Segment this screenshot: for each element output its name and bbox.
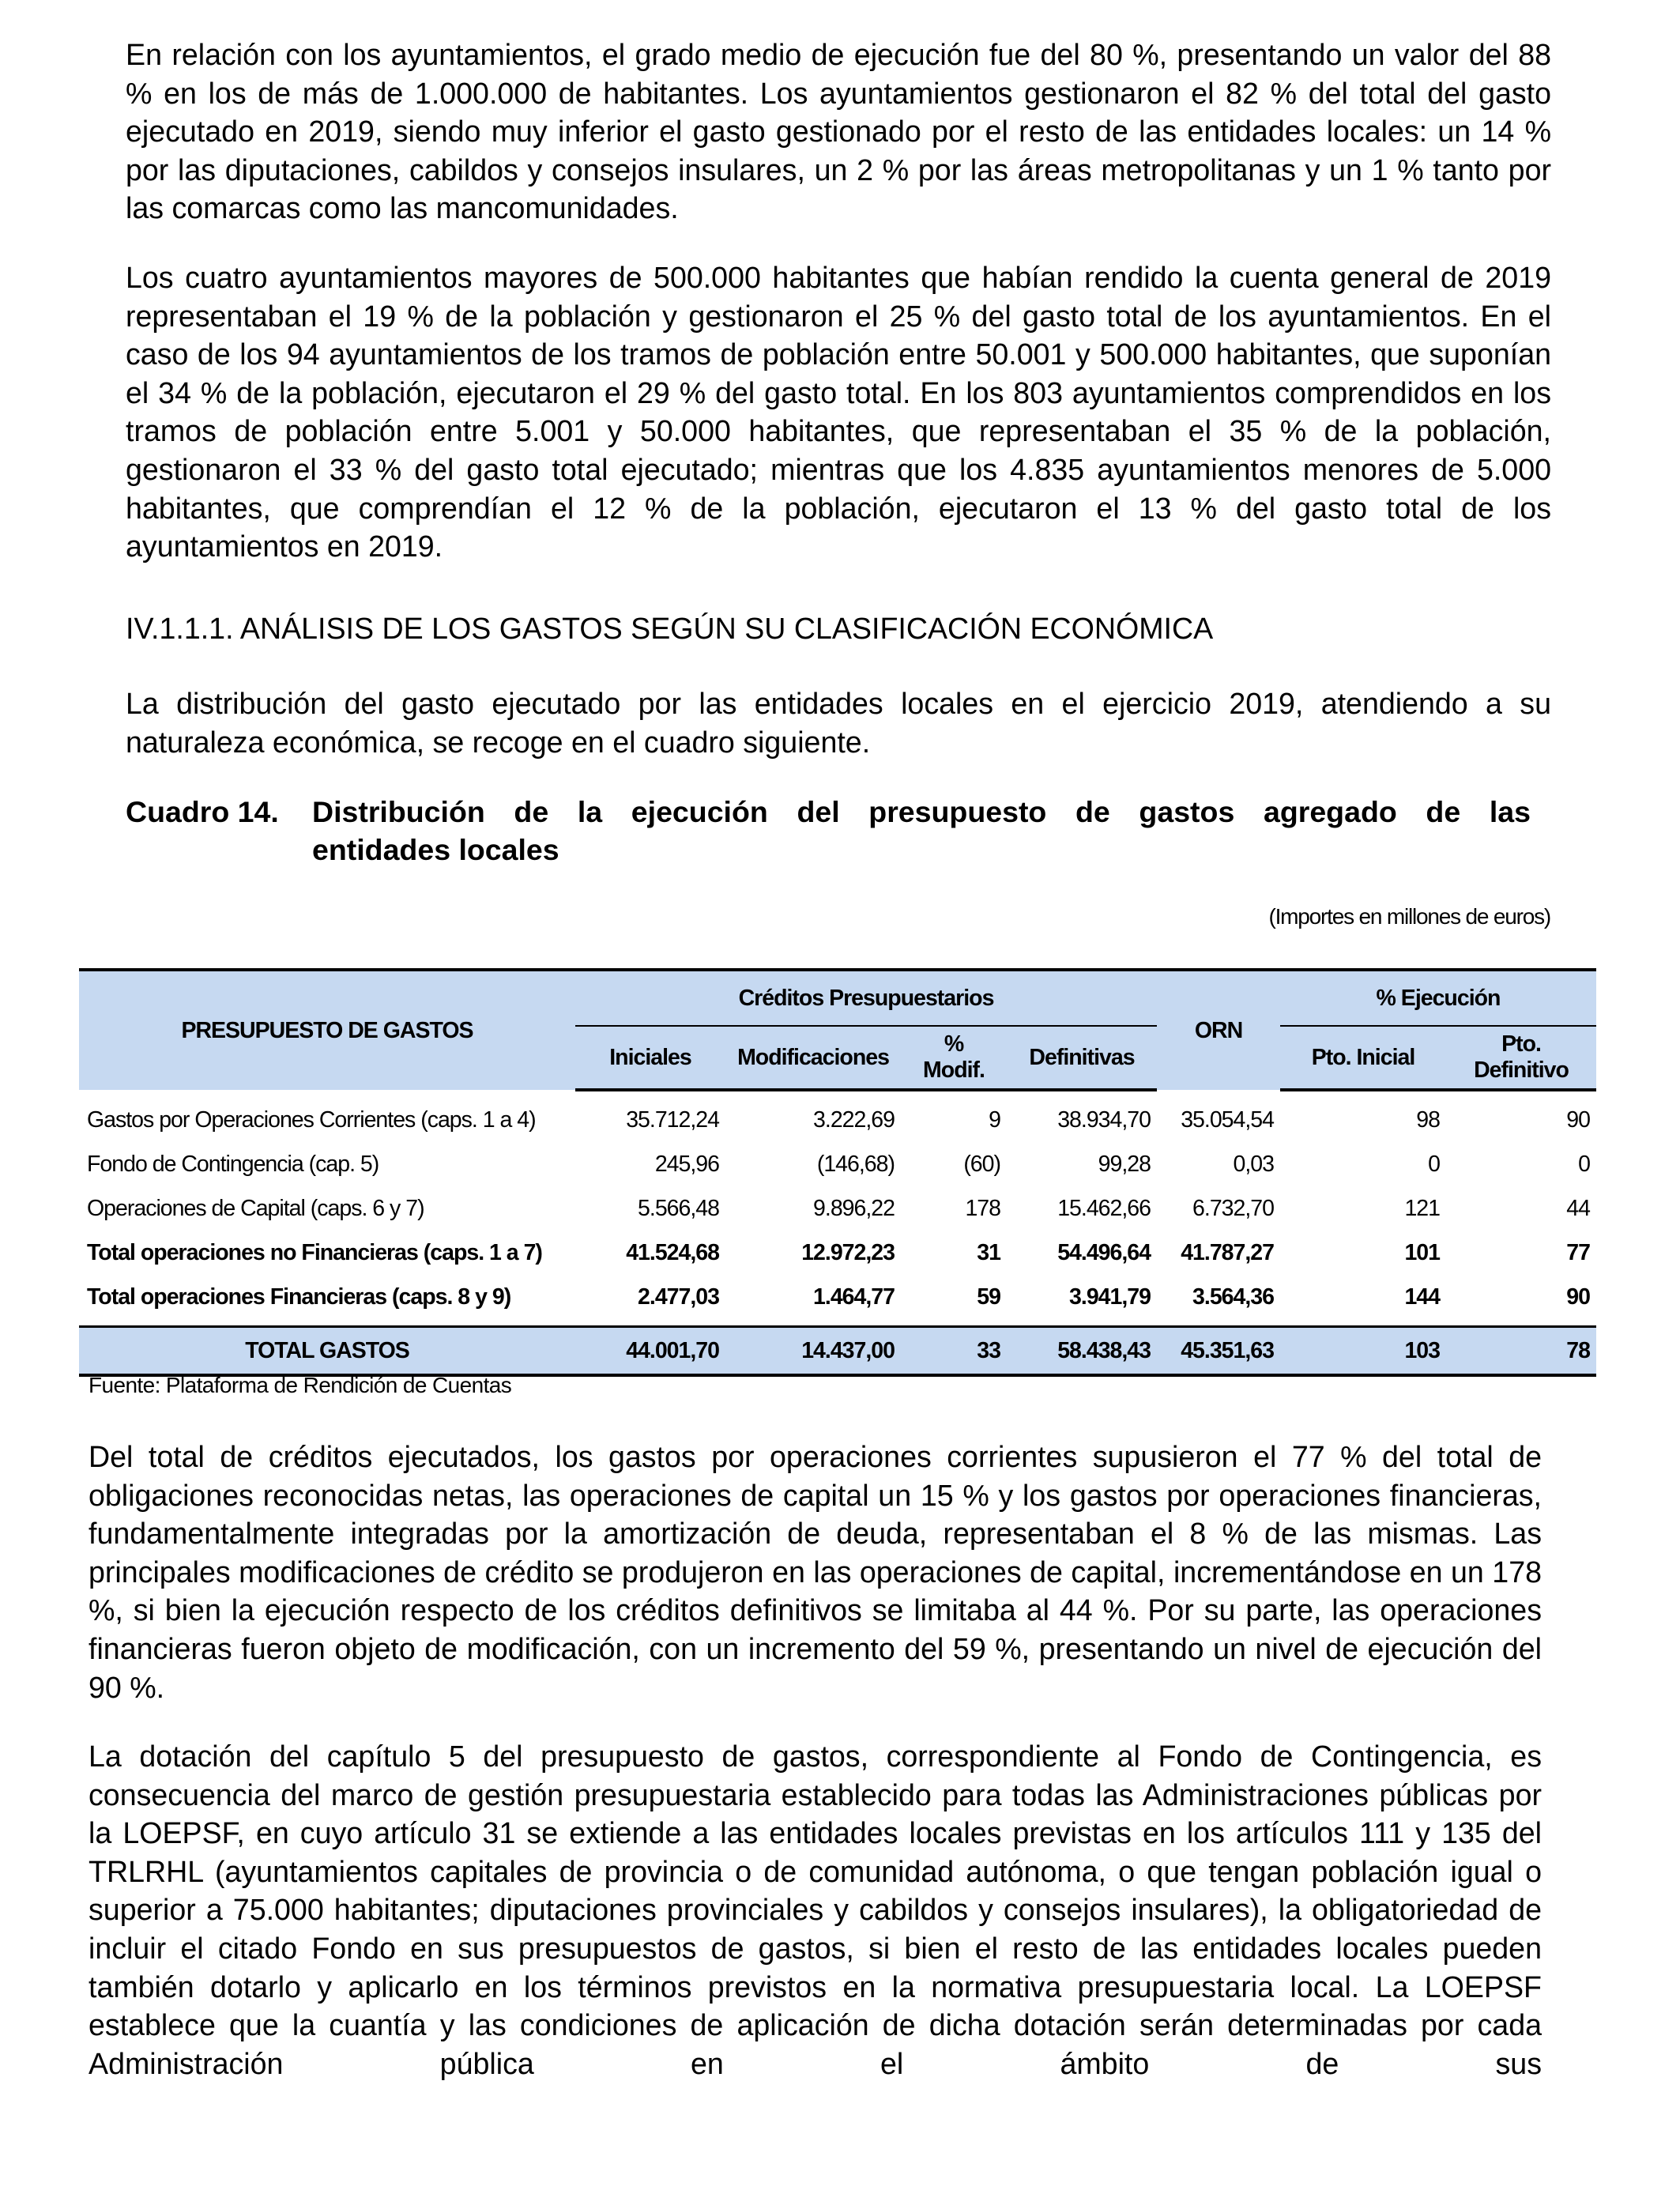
cell-orn: 3.564,36	[1192, 1284, 1274, 1310]
cell-definitivas: 38.934,70	[1057, 1106, 1151, 1133]
table-row	[79, 1231, 1596, 1275]
cell-pct-modif: 178	[965, 1195, 1000, 1221]
cell-orn: 41.787,27	[1181, 1239, 1274, 1265]
cell-pto-definitivo: 78	[1446, 1327, 1596, 1376]
cell-modificaciones: 1.464,77	[813, 1284, 895, 1310]
cell-pct-modif: 9	[989, 1106, 1000, 1133]
cell-pto-definitivo: 90	[1566, 1106, 1590, 1133]
header-definitivas: Definitivas	[1007, 1026, 1157, 1090]
row-label: Fondo de Contingencia (cap. 5)	[87, 1151, 379, 1177]
cell-orn: 0,03	[1233, 1151, 1274, 1177]
cell-pto-inicial: 121	[1404, 1195, 1440, 1221]
cell-pct-modif: (60)	[963, 1151, 1000, 1177]
table-caption	[126, 793, 1531, 869]
header-pct-ejecucion: % Ejecución	[1280, 970, 1596, 1026]
table-row	[79, 1142, 1596, 1186]
cell-iniciales: 5.566,48	[638, 1195, 719, 1221]
cell-modificaciones: 12.972,23	[801, 1239, 895, 1265]
caption-line-1: Distribución de la ejecución del presupuesto de gastos agregado de las	[312, 795, 1531, 828]
cell-pto-definitivo: 90	[1566, 1284, 1590, 1310]
cell-definitivas: 15.462,66	[1057, 1195, 1151, 1221]
paragraph-fondo-contingencia: La dotación del capítulo 5 del presupuesto de gastos, correspondiente al Fondo de Contingencia, es consecuencia del marco de gestión presupuestaria establecido para todas las Administraciones públicas por la LOEPSF, en cuyo artículo 31 se extiende a las entidades locales previstas en los artículos 111 y 135 del TRLRHL (ayuntamientos capitales de provincia o de comunidad autónoma, o que tengan población igual o superior a 75.000 habitantes; diputaciones provinciales y cabildos y consejos insulares), la obligatoriedad de incluir el citado Fondo en sus presupuestos de gastos, si bien el resto de las entidades locales pueden también dotarlo y aplicarlo en los términos previstos en la normativa presupuestaria local. La LOEPSF establece que la cuantía y las condiciones de aplicación de dicha dotación serán determinadas por cada Administración pública en el ámbito de sus	[89, 1740, 1542, 2080]
cell-modificaciones: 9.896,22	[813, 1195, 895, 1221]
header-modificaciones: Modificaciones	[725, 1026, 901, 1090]
cell-modificaciones: 3.222,69	[813, 1106, 895, 1133]
header-pto-definitivo	[1446, 1026, 1596, 1090]
paragraph-ayuntamientos-grado-ejecucion: En relación con los ayuntamientos, el grado medio de ejecución fue del 80 %, presentando un valor del 88 % en los de más de 1.000.000 de habitantes. Los ayuntamientos gestionaron el 82 % del total del gasto ejecutado en 2019, siendo muy inferior el gasto gestionado por el resto de las entidades locales: un 14 % por las diputaciones, cabildos y consejos insulares, un 2 % por las áreas metropolitanas y un 1 % tanto por las comarcas como las mancomunidades.	[126, 38, 1551, 225]
row-label: Total operaciones Financieras (caps. 8 y 9)	[87, 1284, 511, 1310]
paragraph-creditos-ejecutados: Del total de créditos ejecutados, los gastos por operaciones corrientes supusieron el 77 % del total de obligaciones reconocidas netas, las operaciones de capital un 15 % y los gastos por operaciones financieras, fundamentalmente integradas por la amortización de deuda, representaban el 8 % de las mismas. Las principales modificaciones de crédito se produjeron en las operaciones de capital, incrementándose en un 178 %, si bien la ejecución respecto de los créditos definitivos se limitaba al 44 %. Por su parte, las operaciones financieras fueron objeto de modificación, con un incremento del 59 %, presentando un nivel de ejecución del 90 %.	[89, 1440, 1542, 1704]
cell-pto-inicial: 101	[1404, 1239, 1440, 1265]
cell-pto-definitivo: 0	[1578, 1151, 1590, 1177]
header-pct-modif-line1: %	[944, 1031, 964, 1057]
table-source: Fuente: Plataforma de Rendición de Cuentas	[89, 1373, 512, 1397]
caption-line-2: entidades locales	[312, 833, 559, 866]
header-pto-def-line2: Definitivo	[1474, 1057, 1569, 1083]
table-row	[79, 1275, 1596, 1319]
cell-iniciales: 35.712,24	[626, 1106, 719, 1133]
table-row	[79, 1186, 1596, 1231]
cell-definitivas: 58.438,43	[1007, 1327, 1157, 1376]
section-heading: IV.1.1.1. ANÁLISIS DE LOS GASTOS SEGÚN SU CLASIFICACIÓN ECONÓMICA	[126, 612, 1214, 645]
units-note: (Importes en millones de euros)	[1268, 904, 1550, 929]
caption-label: Cuadro 14.	[126, 795, 279, 828]
cell-modificaciones: 14.437,00	[725, 1327, 901, 1376]
row-label: Total operaciones no Financieras (caps. 1 a 7)	[87, 1239, 542, 1265]
budget-table	[79, 968, 1596, 1377]
cell-pto-inicial: 0	[1428, 1151, 1440, 1177]
header-pct-modif-line2: Modif.	[923, 1057, 985, 1083]
row-label: Operaciones de Capital (caps. 6 y 7)	[87, 1195, 424, 1221]
cell-iniciales: 245,96	[654, 1151, 719, 1177]
table-row	[79, 1098, 1596, 1142]
caption-text	[312, 793, 1531, 869]
cell-definitivas: 99,28	[1098, 1151, 1151, 1177]
header-pto-def-line1: Pto.	[1501, 1031, 1541, 1057]
cell-pto-definitivo: 44	[1566, 1195, 1590, 1221]
cell-modificaciones: (146,68)	[816, 1151, 895, 1177]
header-pto-inicial: Pto. Inicial	[1280, 1026, 1446, 1090]
table-row-total	[79, 1327, 1596, 1376]
header-orn: ORN	[1157, 970, 1280, 1090]
cell-definitivas: 54.496,64	[1057, 1239, 1151, 1265]
cell-pct-modif: 33	[901, 1327, 1007, 1376]
cell-pto-inicial: 103	[1280, 1327, 1446, 1376]
row-label-total: TOTAL GASTOS	[79, 1327, 575, 1376]
cell-pto-inicial: 144	[1404, 1284, 1440, 1310]
cell-iniciales: 2.477,03	[638, 1284, 719, 1310]
header-creditos-presupuestarios: Créditos Presupuestarios	[575, 970, 1157, 1026]
paragraph-intro-cuadro: La distribución del gasto ejecutado por las entidades locales en el ejercicio 2019, atendiendo a su naturaleza económica, se recoge en el cuadro siguiente.	[126, 687, 1551, 759]
cell-definitivas: 3.941,79	[1069, 1284, 1151, 1310]
header-presupuesto-de-gastos: PRESUPUESTO DE GASTOS	[79, 970, 575, 1090]
header-pct-modif	[901, 1026, 1007, 1090]
cell-pto-definitivo: 77	[1566, 1239, 1590, 1265]
row-label: Gastos por Operaciones Corrientes (caps. 1 a 4)	[87, 1106, 536, 1133]
paragraph-ayuntamientos-tramos-poblacion: Los cuatro ayuntamientos mayores de 500.000 habitantes que habían rendido la cuenta general de 2019 representaban el 19 % de la población y gestionaron el 25 % del gasto total de los ayuntamientos. En el caso de los 94 ayuntamientos de los tramos de población entre 50.001 y 500.000 habitantes, que suponían el 34 % de la población, ejecutaron el 29 % del gasto total. En los 803 ayuntamientos comprendidos en los tramos de población entre 5.001 y 50.000 habitantes, que representaban el 35 % de la población, gestionaron el 33 % del gasto total ejecutado; mientras que los 4.835 ayuntamientos menores de 5.000 habitantes, que comprendían el 12 % de la población, ejecutaron el 13 % del gasto total de los ayuntamientos en 2019.	[126, 261, 1551, 564]
cell-iniciales: 41.524,68	[626, 1239, 719, 1265]
cell-iniciales: 44.001,70	[575, 1327, 725, 1376]
cell-pct-modif: 31	[977, 1239, 1000, 1265]
cell-orn: 35.054,54	[1181, 1106, 1274, 1133]
cell-orn: 45.351,63	[1157, 1327, 1280, 1376]
cell-pct-modif: 59	[977, 1284, 1000, 1310]
cell-pto-inicial: 98	[1416, 1106, 1440, 1133]
header-iniciales: Iniciales	[575, 1026, 725, 1090]
cell-orn: 6.732,70	[1192, 1195, 1274, 1221]
